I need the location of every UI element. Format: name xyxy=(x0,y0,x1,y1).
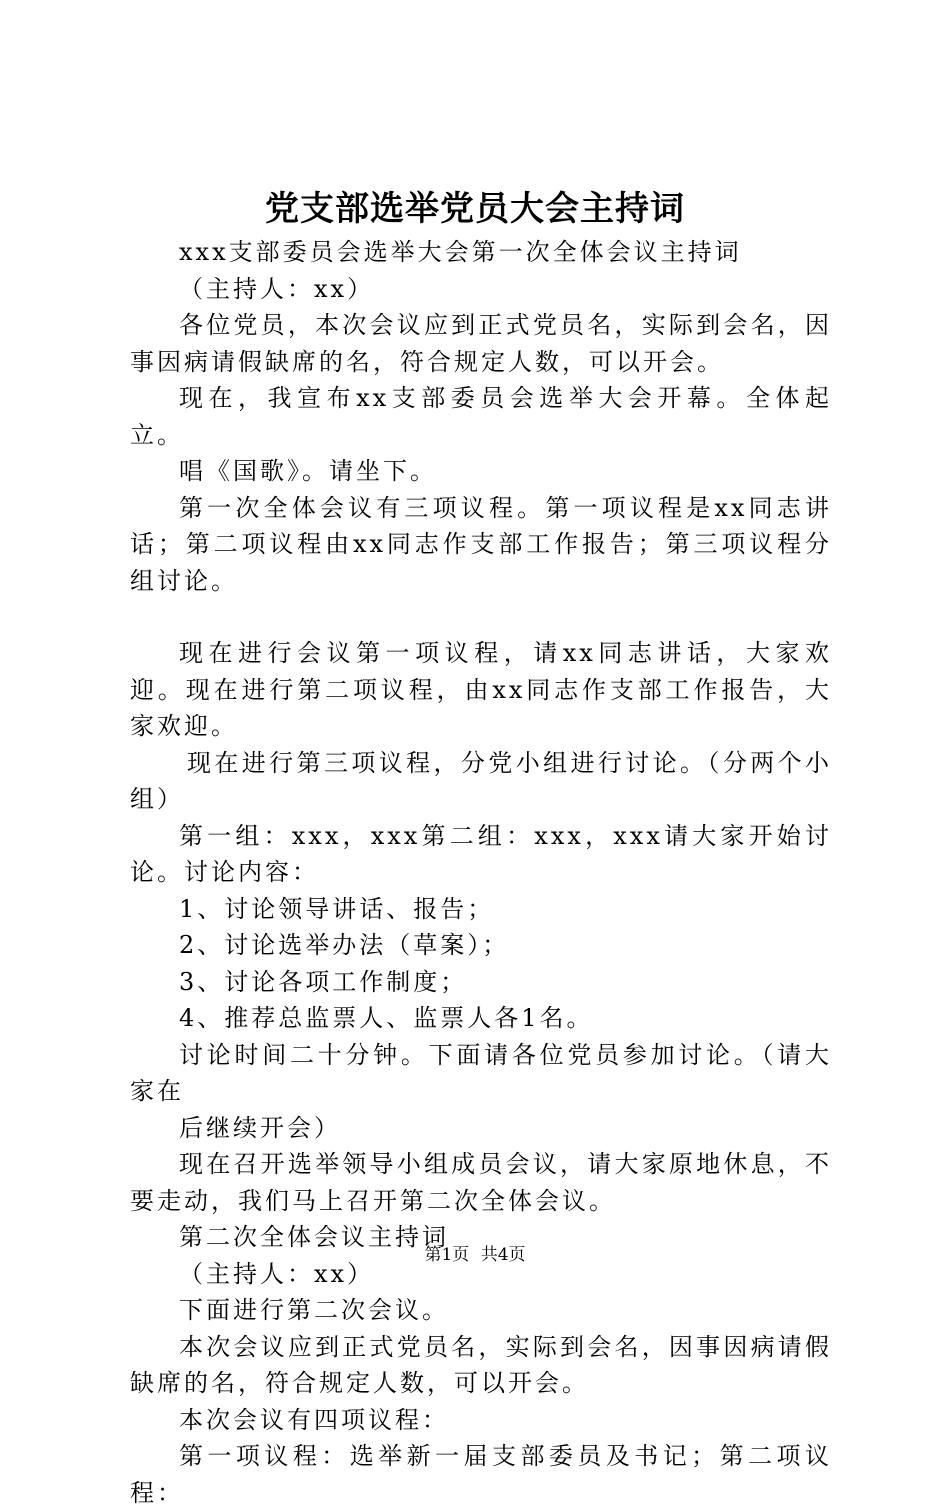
page-total: 共4页 xyxy=(480,1245,526,1265)
paragraph: 第一组：xxx，xxx第二组：xxx，xxx请大家开始讨论。讨论内容： xyxy=(130,821,832,886)
paragraph: xxx支部委员会选举大会第一次全体会议主持词 xyxy=(179,238,742,266)
paragraph: （主持人：xx） xyxy=(179,274,375,303)
paragraph: 各位党员，本次会议应到正式党员名，实际到会名，因事因病请假缺席的名，符合规定人数，可以开会。 xyxy=(130,311,832,376)
paragraph: 本次会议有四项议程： xyxy=(179,1405,449,1434)
list-item: 4、推荐总监票人、监票人各1名。 xyxy=(179,1004,594,1032)
paragraph: 后继续开会） xyxy=(179,1113,341,1142)
list-item: 3、讨论各项工作制度； xyxy=(179,967,468,996)
section-heading: 第二次全体会议主持词 xyxy=(179,1223,449,1251)
paragraph: 现在进行第三项议程，分党小组进行讨论。（分两个小组） xyxy=(130,748,832,813)
paragraph: 讨论时间二十分钟。下面请各位党员参加讨论。（请大家在 xyxy=(130,1040,832,1105)
document-body xyxy=(130,234,832,1511)
paragraph: 现在，我宣布xx支部委员会选举大会开幕。全体起立。 xyxy=(130,384,832,449)
paragraph: 第一次全体会议有三项议程。第一项议程是xx同志讲话；第二项议程由xx同志作支部工作报告；第三项议程分组讨论。 xyxy=(130,493,832,595)
page-footer xyxy=(0,1243,950,1267)
paragraph: 唱《国歌》。请坐下。 xyxy=(179,457,437,485)
list-item: 1、讨论领导讲话、报告； xyxy=(179,894,495,923)
paragraph: 现在召开选举领导小组成员会议，请大家原地休息，不要走动，我们马上召开第二次全体会议。 xyxy=(130,1150,832,1215)
paragraph: （主持人：xx） xyxy=(179,1259,375,1288)
paragraph: 下面进行第二次会议。 xyxy=(179,1296,449,1324)
paragraph: 本次会议应到正式党员名，实际到会名，因事因病请假缺席的名，符合规定人数，可以开会。 xyxy=(130,1332,832,1397)
document-title: 党支部选举党员大会主持词 xyxy=(265,189,685,229)
paragraph: 第一项议程：选举新一届支部委员及书记；第二项议程： xyxy=(130,1442,832,1507)
paragraph: 现在进行会议第一项议程，请xx同志讲话，大家欢迎。现在进行第二项议程，由xx同志作支部工作报告，大家欢迎。 xyxy=(130,639,832,740)
page-number: 第1页 xyxy=(424,1245,470,1265)
list-item: 2、讨论选举办法（草案）； xyxy=(179,931,510,959)
